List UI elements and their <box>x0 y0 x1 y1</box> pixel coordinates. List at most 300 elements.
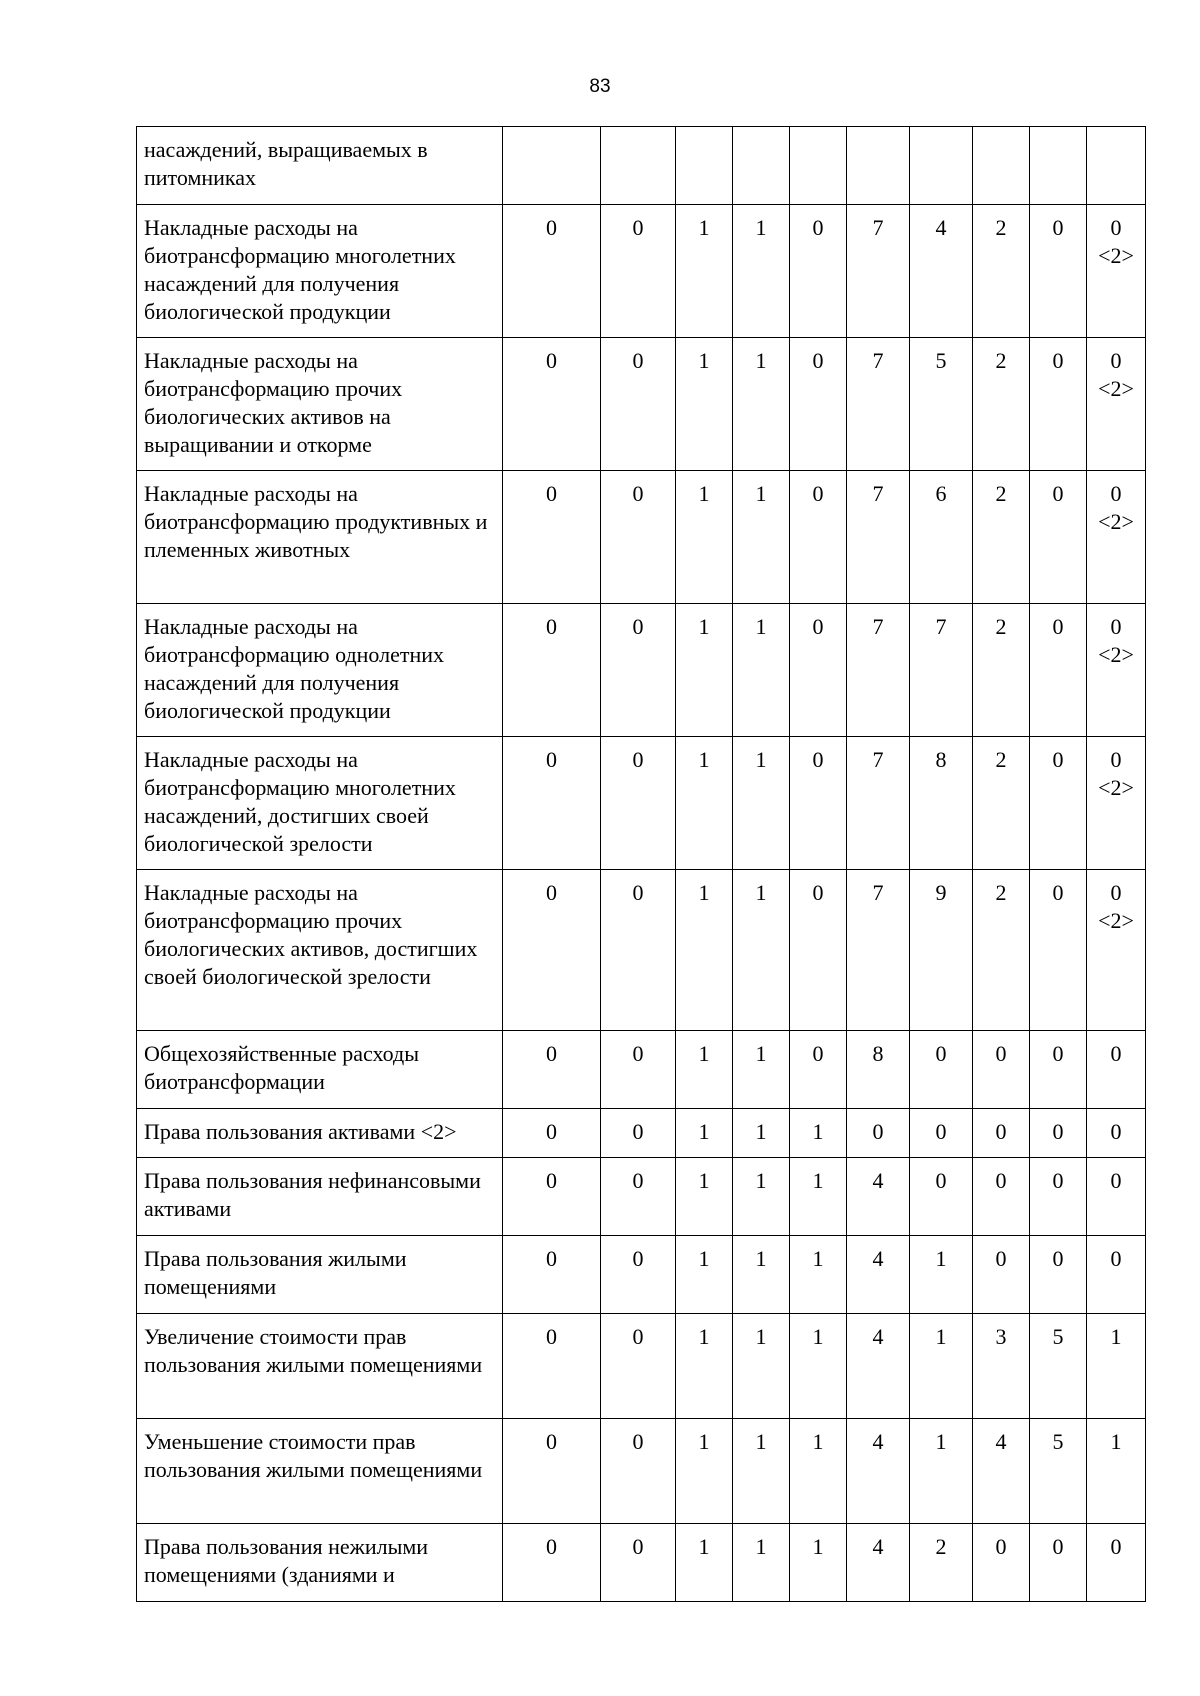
code-digit: 0 <box>812 348 824 373</box>
code-digit: 0 <box>995 1168 1007 1193</box>
code-digit: 0 <box>632 1534 644 1559</box>
table-row <box>137 1524 1146 1602</box>
code-digit-cell <box>910 1419 973 1524</box>
code-digit-cell <box>790 471 847 604</box>
code-digit: 0 <box>1110 614 1122 639</box>
code-digit-cell <box>1030 1314 1087 1419</box>
code-digit: 0 <box>1110 1119 1122 1144</box>
code-digit: 1 <box>935 1246 947 1271</box>
code-digit-cell <box>733 205 790 338</box>
code-digit: 0 <box>812 481 824 506</box>
code-digit: 0 <box>546 348 557 373</box>
code-digit: 0 <box>632 614 644 639</box>
code-digit-cell <box>1087 338 1146 471</box>
code-digit-cell <box>601 1419 676 1524</box>
row-name-cell: Уменьшение стоимости прав пользования жилыми помещениями <box>137 1419 503 1524</box>
code-digit-cell <box>1087 127 1146 205</box>
code-digit-cell <box>1030 338 1087 471</box>
code-digit: 0 <box>1052 614 1064 639</box>
code-digit: 0 <box>1110 1534 1122 1559</box>
row-name-cell: Права пользования активами <2> <box>137 1109 503 1158</box>
code-digit: 5 <box>935 348 947 373</box>
code-digit: 4 <box>872 1324 884 1349</box>
code-digit-cell <box>910 1109 973 1158</box>
code-digit-cell <box>1030 1031 1087 1109</box>
code-digit-cell <box>676 1236 733 1314</box>
code-digit-cell <box>1087 604 1146 737</box>
code-digit: 1 <box>812 1324 824 1349</box>
code-digit: 0 <box>546 1119 557 1144</box>
code-digit: 0 <box>935 1041 947 1066</box>
code-digit: 1 <box>755 215 767 240</box>
code-digit: 7 <box>872 481 884 506</box>
code-digit-cell <box>503 471 601 604</box>
code-digit-cell <box>601 338 676 471</box>
code-digit: 1 <box>698 614 710 639</box>
code-digit: 2 <box>995 747 1007 772</box>
code-digit: 1 <box>935 1429 947 1454</box>
code-digit-cell <box>847 1524 910 1602</box>
code-digit: 1 <box>812 1429 824 1454</box>
code-digit-cell <box>503 1314 601 1419</box>
code-digit-cell <box>733 1419 790 1524</box>
code-digit: 1 <box>755 747 767 772</box>
code-digit-cell <box>973 205 1030 338</box>
code-digit-cell <box>503 1419 601 1524</box>
code-digit-cell <box>1087 1524 1146 1602</box>
code-digit: 0 <box>632 1429 644 1454</box>
code-digit-cell <box>733 1314 790 1419</box>
footnote-marker: <2> <box>1098 509 1134 534</box>
code-digit: 0 <box>546 1246 557 1271</box>
code-digit-cell <box>733 604 790 737</box>
code-digit: 4 <box>872 1168 884 1193</box>
row-name-cell: Права пользования нефинансовыми активами <box>137 1158 503 1236</box>
code-digit-cell <box>847 1236 910 1314</box>
row-name-cell: Накладные расходы на биотрансформацию прочих биологических активов, достигших своей биологической зрелости <box>137 870 503 1031</box>
code-digit-cell <box>1030 127 1087 205</box>
code-digit-cell <box>503 205 601 338</box>
code-digit: 4 <box>872 1429 884 1454</box>
code-digit: 0 <box>546 614 557 639</box>
code-digit: 0 <box>632 1119 644 1144</box>
code-digit-cell <box>676 1419 733 1524</box>
row-name-cell: насаждений, выращиваемых в питомниках <box>137 127 503 205</box>
code-digit: 0 <box>1052 747 1064 772</box>
code-digit-cell <box>503 1031 601 1109</box>
code-digit: 7 <box>872 614 884 639</box>
code-digit: 0 <box>546 880 557 905</box>
code-digit-cell <box>973 1109 1030 1158</box>
code-digit-cell <box>676 127 733 205</box>
code-digit-cell <box>503 127 601 205</box>
code-digit: 2 <box>995 348 1007 373</box>
table-row <box>137 737 1146 870</box>
code-digit-cell <box>601 737 676 870</box>
row-name-cell: Права пользования жилыми помещениями <box>137 1236 503 1314</box>
code-digit-cell <box>601 604 676 737</box>
code-digit: 0 <box>1052 1246 1064 1271</box>
code-digit: 1 <box>755 1246 767 1271</box>
code-digit-cell <box>503 870 601 1031</box>
code-digit-cell <box>733 1158 790 1236</box>
code-digit: 0 <box>546 747 557 772</box>
code-digit-cell <box>676 471 733 604</box>
code-digit: 0 <box>632 747 644 772</box>
code-digit-cell <box>1030 1236 1087 1314</box>
code-digit: 0 <box>1110 1246 1122 1271</box>
code-digit-cell <box>733 870 790 1031</box>
table-row <box>137 127 1146 205</box>
code-digit: 0 <box>812 880 824 905</box>
code-digit-cell <box>601 471 676 604</box>
code-digit: 0 <box>546 1324 557 1349</box>
code-digit: 7 <box>872 348 884 373</box>
row-name-cell: Накладные расходы на биотрансформацию продуктивных и племенных животных <box>137 471 503 604</box>
code-digit-cell <box>847 338 910 471</box>
code-digit-cell <box>790 737 847 870</box>
code-digit: 1 <box>698 481 710 506</box>
code-digit: 1 <box>812 1534 824 1559</box>
code-digit-cell <box>910 1314 973 1419</box>
code-digit-cell <box>1030 205 1087 338</box>
code-digit: 4 <box>935 215 947 240</box>
code-digit: 1 <box>755 1429 767 1454</box>
code-digit-cell <box>790 1158 847 1236</box>
code-digit: 0 <box>1052 215 1064 240</box>
code-digit-cell <box>910 127 973 205</box>
code-digit: 0 <box>812 215 824 240</box>
code-digit: 2 <box>935 1534 947 1559</box>
code-digit-cell <box>503 1158 601 1236</box>
table-row <box>137 1314 1146 1419</box>
code-digit-cell <box>503 338 601 471</box>
code-digit: 0 <box>546 215 557 240</box>
code-digit-cell <box>973 1031 1030 1109</box>
code-digit: 0 <box>632 880 644 905</box>
code-digit: 2 <box>995 614 1007 639</box>
footnote-marker: <2> <box>1098 908 1134 933</box>
code-digit-cell <box>601 127 676 205</box>
code-digit-cell <box>790 205 847 338</box>
code-digit: 0 <box>1052 1119 1064 1144</box>
code-digit: 4 <box>872 1246 884 1271</box>
code-digit-cell <box>847 737 910 870</box>
code-digit-cell <box>847 1031 910 1109</box>
code-digit-cell <box>1030 471 1087 604</box>
page-number: 83 <box>589 76 611 97</box>
code-digit: 0 <box>1052 1534 1064 1559</box>
code-digit-cell <box>973 127 1030 205</box>
code-digit-cell <box>601 870 676 1031</box>
code-digit-cell <box>847 1314 910 1419</box>
code-digit-cell <box>1030 604 1087 737</box>
code-digit: 0 <box>1052 1168 1064 1193</box>
code-digit: 1 <box>755 880 767 905</box>
code-digit: 0 <box>935 1168 947 1193</box>
code-digit-cell <box>676 205 733 338</box>
table-row <box>137 1236 1146 1314</box>
footnote-marker: <2> <box>1098 243 1134 268</box>
code-digit: 0 <box>1110 1041 1122 1066</box>
code-digit-cell <box>1030 1158 1087 1236</box>
code-digit-cell <box>910 870 973 1031</box>
code-digit: 1 <box>1110 1429 1122 1454</box>
code-digit-cell <box>601 1109 676 1158</box>
code-digit: 0 <box>632 348 644 373</box>
code-digit-cell <box>1030 870 1087 1031</box>
code-digit: 0 <box>632 215 644 240</box>
code-digit-cell <box>733 1031 790 1109</box>
code-digit: 5 <box>1052 1429 1064 1454</box>
code-digit-cell <box>1030 1109 1087 1158</box>
code-digit-cell <box>973 1314 1030 1419</box>
code-digit-cell <box>910 604 973 737</box>
code-digit-cell <box>910 338 973 471</box>
row-name-cell: Накладные расходы на биотрансформацию многолетних насаждений для получения биологической продукции <box>137 205 503 338</box>
code-digit: 0 <box>995 1246 1007 1271</box>
footnote-marker: <2> <box>1098 642 1134 667</box>
code-digit-cell <box>790 1109 847 1158</box>
code-digit: 1 <box>755 1041 767 1066</box>
code-digit-cell <box>1087 1236 1146 1314</box>
code-digit-cell <box>847 870 910 1031</box>
code-digit-cell <box>1087 1109 1146 1158</box>
code-digit: 0 <box>1052 348 1064 373</box>
code-digit: 3 <box>995 1324 1007 1349</box>
code-digit: 1 <box>812 1246 824 1271</box>
code-digit: 0 <box>1052 481 1064 506</box>
code-digit: 1 <box>755 1324 767 1349</box>
code-digit: 8 <box>935 747 947 772</box>
code-digit: 0 <box>935 1119 947 1144</box>
code-digit: 0 <box>812 1041 824 1066</box>
code-digit: 0 <box>546 1429 557 1454</box>
code-digit: 7 <box>872 880 884 905</box>
code-digit-cell <box>676 737 733 870</box>
code-digit: 0 <box>632 481 644 506</box>
code-digit: 1 <box>755 481 767 506</box>
code-digit-cell <box>676 338 733 471</box>
code-digit: 0 <box>632 1041 644 1066</box>
code-digit-cell <box>1087 205 1146 338</box>
code-digit: 1 <box>935 1324 947 1349</box>
code-digit-cell <box>733 737 790 870</box>
code-digit-cell <box>790 870 847 1031</box>
footnote-marker: <2> <box>1098 775 1134 800</box>
table-row <box>137 604 1146 737</box>
code-digit-cell <box>676 1524 733 1602</box>
code-digit: 1 <box>698 747 710 772</box>
code-digit-cell <box>601 1314 676 1419</box>
code-digit-cell <box>973 338 1030 471</box>
code-digit: 0 <box>546 1168 557 1193</box>
table-row <box>137 338 1146 471</box>
code-digit: 1 <box>755 1168 767 1193</box>
code-digit-cell <box>601 1158 676 1236</box>
code-digit: 8 <box>872 1041 884 1066</box>
code-digit-cell <box>973 1236 1030 1314</box>
code-digit-cell <box>1087 1314 1146 1419</box>
code-digit: 4 <box>872 1534 884 1559</box>
code-digit: 1 <box>698 215 710 240</box>
code-digit: 1 <box>698 348 710 373</box>
code-digit: 7 <box>872 747 884 772</box>
code-digit-cell <box>601 205 676 338</box>
code-digit-cell <box>601 1524 676 1602</box>
row-name-cell: Накладные расходы на биотрансформацию прочих биологических активов на выращивании и откорме <box>137 338 503 471</box>
code-digit-cell <box>910 737 973 870</box>
table-row <box>137 205 1146 338</box>
table-body <box>137 127 1146 1602</box>
code-digit-cell <box>910 205 973 338</box>
footnote-marker: <2> <box>1098 376 1134 401</box>
code-digit: 7 <box>935 614 947 639</box>
code-digit: 0 <box>546 1041 557 1066</box>
code-digit: 1 <box>755 1534 767 1559</box>
code-digit-cell <box>1087 1158 1146 1236</box>
code-digit: 1 <box>755 614 767 639</box>
code-digit-cell <box>503 1236 601 1314</box>
code-digit: 0 <box>995 1119 1007 1144</box>
code-digit-cell <box>733 1109 790 1158</box>
row-name-cell: Увеличение стоимости прав пользования жилыми помещениями <box>137 1314 503 1419</box>
table-row <box>137 870 1146 1031</box>
code-digit-cell <box>503 737 601 870</box>
account-codes-table <box>136 126 1146 1602</box>
code-digit: 0 <box>546 1534 557 1559</box>
code-digit-cell <box>973 1524 1030 1602</box>
code-digit: 5 <box>1052 1324 1064 1349</box>
code-digit-cell <box>910 1236 973 1314</box>
code-digit-cell <box>503 604 601 737</box>
code-digit: 1 <box>755 1119 767 1144</box>
table-row <box>137 1158 1146 1236</box>
table-row <box>137 1109 1146 1158</box>
code-digit: 1 <box>1110 1324 1122 1349</box>
code-digit-cell <box>790 1419 847 1524</box>
code-digit-cell <box>503 1109 601 1158</box>
table-row <box>137 471 1146 604</box>
code-digit: 0 <box>1110 747 1122 772</box>
code-digit-cell <box>503 1524 601 1602</box>
row-name-cell: Права пользования нежилыми помещениями (зданиями и <box>137 1524 503 1602</box>
code-digit-cell <box>790 127 847 205</box>
code-digit-cell <box>1087 737 1146 870</box>
code-digit-cell <box>733 127 790 205</box>
code-digit-cell <box>676 1314 733 1419</box>
row-name-cell: Накладные расходы на биотрансформацию однолетних насаждений для получения биологической продукции <box>137 604 503 737</box>
code-digit-cell <box>601 1031 676 1109</box>
code-digit-cell <box>973 737 1030 870</box>
code-digit: 0 <box>1110 215 1122 240</box>
code-digit-cell <box>847 205 910 338</box>
code-digit-cell <box>847 471 910 604</box>
code-digit: 4 <box>995 1429 1007 1454</box>
code-digit: 0 <box>1110 481 1122 506</box>
code-digit: 7 <box>872 215 884 240</box>
code-digit-cell <box>1087 471 1146 604</box>
code-digit: 1 <box>698 1246 710 1271</box>
code-digit: 0 <box>995 1041 1007 1066</box>
code-digit-cell <box>790 338 847 471</box>
code-digit: 6 <box>935 481 947 506</box>
code-digit: 0 <box>872 1119 884 1144</box>
code-digit-cell <box>910 471 973 604</box>
code-digit: 0 <box>1052 880 1064 905</box>
code-digit-cell <box>910 1524 973 1602</box>
code-digit-cell <box>973 870 1030 1031</box>
code-digit: 1 <box>698 1119 710 1144</box>
code-digit: 0 <box>632 1324 644 1349</box>
code-digit: 1 <box>698 1168 710 1193</box>
code-digit: 1 <box>698 1534 710 1559</box>
code-digit-cell <box>1087 1419 1146 1524</box>
code-digit-cell <box>790 1236 847 1314</box>
code-digit: 0 <box>632 1246 644 1271</box>
code-digit: 0 <box>1110 348 1122 373</box>
code-digit: 0 <box>1110 880 1122 905</box>
code-digit-cell <box>733 471 790 604</box>
code-digit-cell <box>847 1158 910 1236</box>
code-digit-cell <box>676 870 733 1031</box>
code-digit: 0 <box>632 1168 644 1193</box>
code-digit-cell <box>676 1109 733 1158</box>
code-digit-cell <box>676 1158 733 1236</box>
code-digit: 0 <box>1110 1168 1122 1193</box>
table-row <box>137 1419 1146 1524</box>
row-name-cell: Накладные расходы на биотрансформацию многолетних насаждений, достигших своей биологической зрелости <box>137 737 503 870</box>
code-digit: 0 <box>812 614 824 639</box>
code-digit: 2 <box>995 481 1007 506</box>
code-digit: 0 <box>546 481 557 506</box>
code-digit: 1 <box>812 1168 824 1193</box>
code-digit-cell <box>790 1031 847 1109</box>
code-digit-cell <box>676 1031 733 1109</box>
code-digit: 2 <box>995 215 1007 240</box>
code-digit: 1 <box>698 880 710 905</box>
code-digit: 1 <box>698 1041 710 1066</box>
row-name-cell: Общехозяйственные расходы биотрансформации <box>137 1031 503 1109</box>
code-digit-cell <box>973 471 1030 604</box>
code-digit-cell <box>790 1524 847 1602</box>
code-digit-cell <box>733 1236 790 1314</box>
code-digit-cell <box>910 1031 973 1109</box>
code-digit-cell <box>1087 1031 1146 1109</box>
code-digit: 0 <box>1052 1041 1064 1066</box>
code-digit: 1 <box>812 1119 824 1144</box>
code-digit: 1 <box>755 348 767 373</box>
code-digit-cell <box>847 1109 910 1158</box>
code-digit-cell <box>973 604 1030 737</box>
code-digit-cell <box>1030 1524 1087 1602</box>
code-digit-cell <box>676 604 733 737</box>
code-digit: 1 <box>698 1324 710 1349</box>
code-digit: 0 <box>995 1534 1007 1559</box>
code-digit-cell <box>973 1158 1030 1236</box>
code-digit-cell <box>847 127 910 205</box>
code-digit: 1 <box>698 1429 710 1454</box>
code-digit-cell <box>847 604 910 737</box>
code-digit-cell <box>910 1158 973 1236</box>
code-digit-cell <box>1030 737 1087 870</box>
code-digit: 9 <box>935 880 947 905</box>
table-row <box>137 1031 1146 1109</box>
code-digit-cell <box>733 338 790 471</box>
code-digit-cell <box>973 1419 1030 1524</box>
code-digit-cell <box>847 1419 910 1524</box>
code-digit-cell <box>1087 870 1146 1031</box>
